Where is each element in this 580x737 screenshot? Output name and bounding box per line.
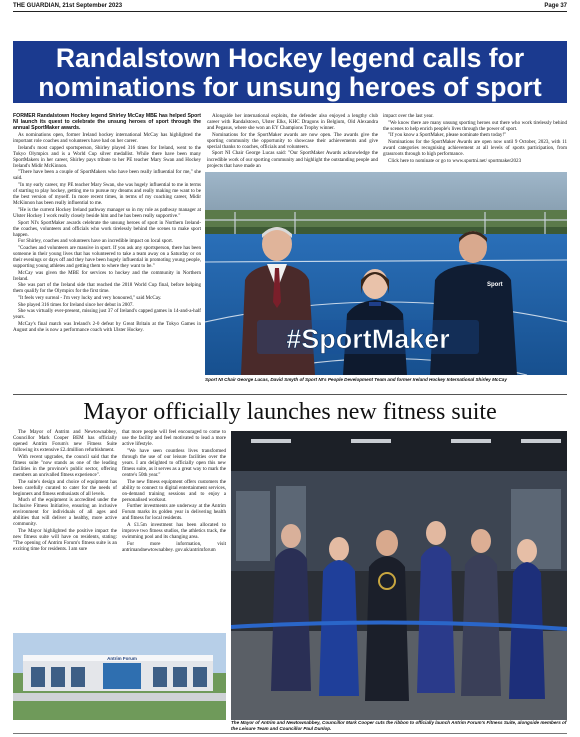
paragraph: "There have been a couple of SportMakers who have been really influential for me," she said.: [13, 169, 201, 182]
shirt-logo: Sport: [487, 282, 503, 288]
paragraph: Click here to nominate or go to www.sportni.net/ sportmaker2023: [388, 157, 522, 164]
story2-caption: The Mayor of Antrim and Newtownabbey, Councillor Mark Cooper cuts the ribbon to officially launch Antrim Forum's Fitness Suite, alongside members of the Leisure Team and Councillor Paul Dunlop.: [231, 720, 567, 731]
paragraph: McCay was given the MBE for services to hockey and the community in Northern Ireland.: [13, 269, 201, 282]
page-bottom-rule: [13, 733, 567, 734]
paragraph: Much of the equipment is accredited under the Inclusive Fitness Initiative, ensuring an inclusive environment for individuals of all ages and abilities that will deliver a healthy, more active community.: [13, 497, 117, 528]
paragraph: McCay's final match was Ireland's 2-0 defeat by Great Britain at the Tokyo Games in August and she is now a performance coach with Ulster Hockey.: [13, 321, 201, 334]
paragraph: As nominations open, former Ireland hockey international McCay has highlighted the important role coaches and volunteers have had on her career.: [13, 131, 201, 144]
paragraph: She was virtually ever-present, missing just 37 of Ireland's capped games in 14-and-a-half years.: [13, 308, 201, 321]
story1-column-3: [383, 113, 567, 173]
paragraph: Sport NI's SportMaker awards celebrate the unsung heroes of sport in Northern Ireland- the coaches, volunteers and officials who work tirelessly behind the scenes to make sport happen.: [13, 219, 201, 238]
antrim-forum-building-graphic: [13, 633, 226, 720]
sportmaker-banner-text: #SportMaker: [286, 324, 450, 354]
building-sign: Antrim Forum: [107, 656, 137, 661]
story1-headline-line2: nominations for unsung heroes of sport: [38, 72, 542, 102]
paragraph: Further investments are underway at the Antrim Forum marks its golden year in delivering health and fitness for local residents.: [122, 503, 226, 522]
story1-column-2: [207, 113, 378, 169]
paragraph: With recent upgrades, the council said that the fitness suite "now stands as one of the leading facilities in the province's public sector, offering members an unrivalled fitness experience".: [13, 453, 117, 478]
sportmaker-banner: [257, 320, 479, 354]
paragraph: She played 316 times for Ireland since her debut in 2007.: [18, 301, 134, 308]
masthead: [13, 3, 567, 11]
fitness-suite-photo-graphic: [231, 431, 567, 720]
paragraph: "We know there are many unsung sporting heroes out there who work tirelessly behind the scenes to help enrich people's lives through the power of sport.: [383, 119, 567, 132]
paragraph: impact over the last year.: [383, 113, 434, 119]
sportmaker-photo: [205, 172, 567, 375]
paragraph: "In my early career, my PE teacher Mary Swan, she was hugely influential to me in terms of starting to play hockey, getting me to pursue my dreams and really making me want to be the best version of myself. In more recent times, in terms of my coaching career, Midir McKinnon has been really influential to me.: [13, 182, 201, 207]
story2-column-1: [13, 429, 117, 629]
masthead-rule: [13, 11, 567, 12]
story2-column-2: [122, 429, 226, 629]
paragraph: "We have seen countless lives transformed through the use of our leisure facilities over the years. I am delighted to officially open this new fitness suite, as it serves as a great way to mark the centre's 50th year.": [122, 447, 226, 478]
paragraph: The Mayor highlighted the positive impact the new fitness suite will have on residents, stating: "The opening of Antrim Forum's fitness suite is an exciting time for residents. I am sure: [13, 528, 117, 553]
paragraph: Alongside her international exploits, the defender also enjoyed a lengthy club career with Randalstown, Ulster Elks, KHC Dragons in Belgium, Old Alexandra and Pegasus, where she won an EY Champions Trophy winner.: [207, 113, 378, 132]
story1-headline-banner: [13, 41, 567, 103]
paragraph: The new fitness equipment offers customers the ability to connect to digital entertainment services, on-demand training sessions and to enjoy a personalised workout.: [122, 478, 226, 503]
paragraph: Sport NI Chair George Lucas said: "Our SportMaker Awards acknowledge the incredible work of our sporting community and highlight the outstanding people and projects that have made an: [207, 150, 378, 169]
masthead-page-number: Page 37: [544, 3, 567, 9]
paragraph: "It feels very surreal - I'm very lucky and very honoured," said McCay.: [18, 295, 162, 302]
story1-column-1: [13, 113, 201, 389]
paragraph: FORMER Randalstown Hockey legend Shirley McCay MBE has helped Sport NI launch its quest to celebrate the unsung heroes of sport through the annual SportMaker awards.: [13, 113, 201, 132]
paragraph: "He is the current Hockey Ireland pathway manager so in my role as pathway manager at Ulster Hockey I work really closely beside him and he has been really supportive.": [13, 206, 201, 219]
section-divider: [13, 394, 567, 395]
story1-caption: Sport NI Chair George Lucas, David Smyth of Sport NI's People Development Team and former Ireland Hockey International Shirley McCay: [205, 377, 507, 382]
story2-headline: Mayor officially launches new fitness suite: [83, 399, 497, 425]
paragraph: She was part of the Ireland side that reached the 2018 World Cup final, before helping them qualify for the Olympics for the first time.: [13, 282, 201, 295]
paragraph: "Coaches and volunteers are massive in sport. If you ask any sportsperson, there has been someone in their young lives that has volunteered to take a team away on a Saturday or on their evenings or days off and they have been hugely influential in promoting young people, supporting young athletes and getting them to where they want to be.": [13, 244, 201, 270]
paragraph: The Mayor of Antrim and Newtownabbey, Councillor Mark Cooper BEM has officially opened Antrim Forum's new Fitness Suite following its extensive £2.4million refurbishment.: [13, 429, 117, 454]
paragraph: The suite's design and choice of equipment has been carefully curated to cater for the needs of beginners and fitness enthusiasts of all levels.: [13, 478, 117, 497]
paragraph: A £1.5m investment has been allocated to improve two fitness studios, the athletics track, the swimming pool and its changing area.: [122, 522, 226, 541]
fitness-suite-photo: [231, 431, 567, 720]
paragraph: that more people will feel encouraged to come to use the facility and feel motivated to lead a more active lifestyle.: [122, 429, 226, 448]
paragraph: Nominations for the SportMaker Awards are open now until 9 October, 2023, with 11 award categories recognising achievement at all levels of sports participation, from grassroots through to high performance.: [383, 138, 567, 158]
antrim-forum-building-photo: [13, 633, 226, 720]
paragraph: For Shirley, coaches and volunteers have an incredible impact on local sport.: [18, 238, 174, 245]
masthead-publication: THE GUARDIAN, 21st September 2023: [13, 3, 123, 9]
paragraph: For more information, visit antrimandnewtownabbey. gov.uk/antrimforum: [122, 540, 226, 553]
sportmaker-photo-graphic: [205, 172, 567, 375]
paragraph: Nominations for the SportMaker awards are now open. The awards give the sporting community the opportunity to showcase their achievements and give special thanks to coaches, officials and volunteers.: [207, 131, 378, 150]
paragraph: Ireland's most capped sportsperson, Shirley played 316 times for Ireland, went to the Tokyo Olympics and is a World Cup silver medallist. While there have been many SportMakers in her career, Shirley pays tribute to her PE teacher Mary Swan and Hockey Ireland's Midir McKinnon.: [13, 144, 201, 169]
story1-headline-line1: Randalstown Hockey legend calls for: [55, 43, 525, 73]
paragraph: "If you know a SportMaker, please nominate them today!": [388, 132, 507, 139]
